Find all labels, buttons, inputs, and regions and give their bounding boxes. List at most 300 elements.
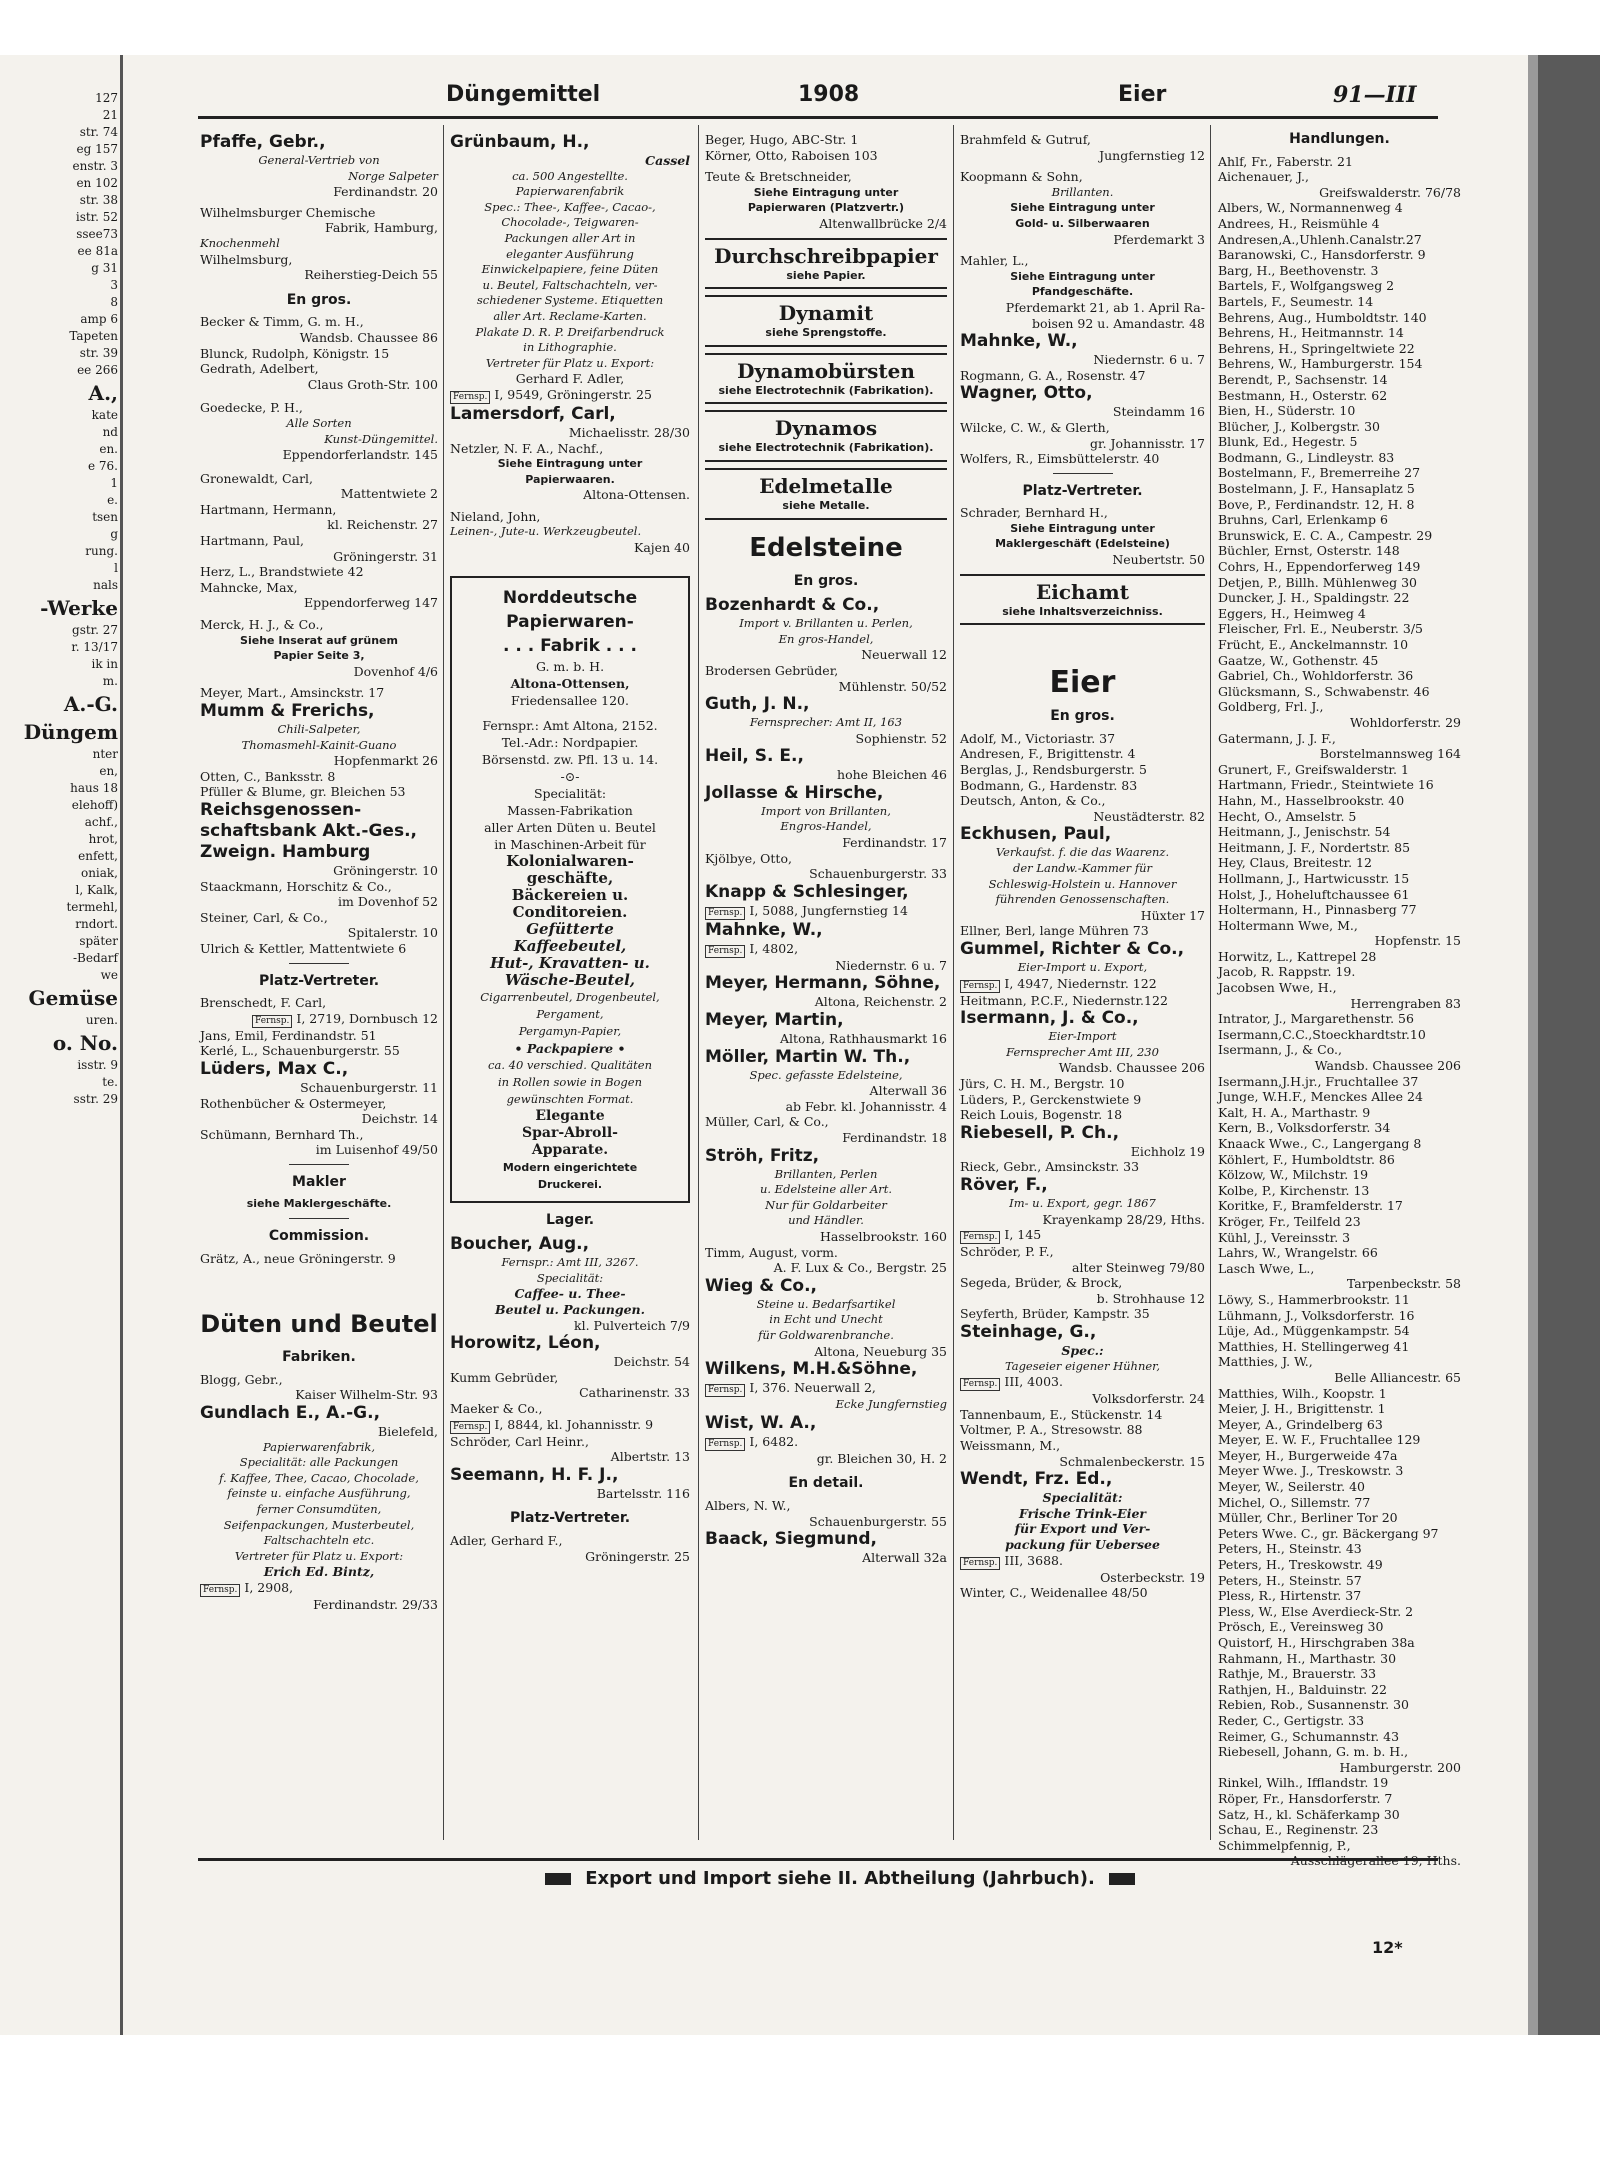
entry-line: General-Vertrieb von (258, 153, 380, 167)
entry-line: boisen 92 u. Amandastr. 48 (1032, 315, 1205, 331)
entry-line: Schauenburgerstr. 33 (809, 866, 947, 882)
entry-line: Specialität: alle Packungen (239, 1455, 399, 1470)
entry-line: En gros-Handel, (778, 631, 874, 646)
fragment-line: enstr. 3 (72, 159, 118, 173)
entry-line: Siehe Inserat auf grünem (240, 633, 398, 647)
column-rule (443, 125, 444, 1840)
entry-line: I, 6482. (749, 1433, 799, 1449)
entry-line: Altona, Rathhausmarkt 16 (780, 1031, 947, 1047)
entry-line: Siehe Eintragung unter (1010, 521, 1155, 535)
ad-line: Bäckereien u. (511, 885, 629, 904)
fragment-line: achf., (84, 815, 118, 829)
dealer-entry: Löwy, S., Hammerbrookstr. 11 (1218, 1291, 1410, 1307)
dealer-entry: Rebien, Rob., Susannenstr. 30 (1218, 1697, 1409, 1713)
entry-line: Fabrik, Hamburg, (325, 220, 438, 236)
section-heading: Makler (292, 1173, 346, 1190)
firm-name: Steinhage, G., (960, 1322, 1097, 1343)
dealer-entry: Isermann,C.C.,Stoeckhardtstr.10 (1218, 1026, 1426, 1042)
dealer-entry: Kühl, J., Vereinsstr. 3 (1218, 1229, 1351, 1245)
fragment-line: nd (102, 425, 118, 439)
entry-line: Engros-Handel, (780, 819, 872, 834)
cross-reference-block (705, 295, 947, 347)
entry-line: Ulrich & Kettler, Mattentwiete 6 (200, 940, 407, 956)
entry-line: Gedrath, Adelbert, (200, 361, 319, 377)
fragment-line: 1 (110, 476, 118, 490)
header-right-title: Eier (1118, 82, 1167, 107)
dealer-entry: Jacobsen Wwe, H., (1218, 980, 1337, 996)
entry-line: Staackmann, Horschitz & Co., (200, 878, 392, 894)
entry-line: Beutel u. Packungen. (495, 1302, 645, 1318)
dealer-list (1218, 154, 1461, 1869)
dealer-entry: Bien, H., Süderstr. 10 (1218, 403, 1356, 419)
dealer-entry: Cohrs, H., Eppendorferweg 149 (1218, 559, 1421, 575)
dealer-entry: Knaack Wwe., C., Langergang 8 (1218, 1136, 1422, 1151)
entry-line: Packungen aller Art in (504, 230, 636, 245)
section-heading: Handlungen. (1289, 131, 1390, 147)
dealer-entry: Belle Alliancestr. 65 (1334, 1369, 1461, 1385)
entry-line: Niedernstr. 6 u. 7 (835, 957, 947, 973)
entry-line: Brillanten. (1051, 184, 1114, 199)
dealer-entry: Meyer, H., Burgerweide 47a (1218, 1447, 1398, 1463)
dealer-entry: Quistorf, H., Hirschgraben 38a (1218, 1635, 1415, 1650)
entry-line: Wilhelmsburg, (200, 251, 293, 267)
entry-line: Wilcke, C. W., & Glerth, (960, 419, 1110, 435)
fragment-line: m. (102, 674, 118, 688)
entry-line: Rieck, Gebr., Amsinckstr. 33 (960, 1159, 1140, 1175)
firm-name: Mahnke, W., (960, 331, 1078, 352)
entry-line: Otten, C., Banksstr. 8 (200, 768, 336, 784)
fragment-line: ee 266 (77, 363, 118, 377)
dealer-entry: Andresen,A.,Uhlenh.Canalstr.27 (1218, 231, 1422, 247)
dealer-entry: Hecht, O., Amselstr. 5 (1218, 808, 1357, 824)
entry-line: Nur für Goldarbeiter (765, 1197, 887, 1212)
fragment-line: nals (93, 578, 118, 592)
entry-line: Knochenmehl (200, 235, 280, 250)
dealer-entry: Andrees, H., Reismühle 4 (1218, 215, 1380, 231)
entry-line: Adolf, M., Victoriastr. 37 (960, 730, 1116, 746)
fragment-line: Gemüse (28, 986, 118, 1010)
firm-name: Röver, F., (960, 1174, 1048, 1195)
signature-number: 12* (1372, 1938, 1403, 1957)
entry-line: Papierwaaren. (525, 472, 615, 486)
header-left-title: Düngemittel (446, 82, 601, 107)
see-reference: siehe Electrotechnik (Fabrikation). (718, 441, 934, 455)
fragment-line: rndort. (75, 917, 118, 931)
entry-line: Schmalenbeckerstr. 15 (1059, 1453, 1205, 1469)
cross-reference-block (960, 574, 1205, 626)
entry-line: III, 3688. (1004, 1552, 1063, 1568)
entry-line: Brenschedt, F. Carl, (200, 995, 327, 1011)
entry-line: Timm, August, vorm. (705, 1244, 838, 1260)
firm-name: Seemann, H. F. J., (450, 1464, 619, 1485)
directory-entry (200, 132, 438, 200)
telephone-mark: Fernsp. (705, 945, 745, 958)
ad-line: ca. 40 verschied. Qualitäten (488, 1057, 652, 1072)
fragment-line: r. 13/17 (71, 640, 118, 654)
firm-name: Gundlach E., A.-G., (200, 1403, 381, 1424)
ad-line: Norddeutsche (502, 587, 638, 608)
entry-line: Kajen 40 (634, 540, 690, 556)
dealer-entry: Kalt, H. A., Marthastr. 9 (1218, 1104, 1371, 1120)
dealer-entry: Lahrs, W., Wrangelstr. 66 (1218, 1245, 1378, 1261)
entry-line: der Landw.-Kammer für (1013, 861, 1152, 875)
fragment-line: te. (102, 1075, 118, 1089)
fragment-line: kate (91, 408, 118, 422)
entry-line: Hartmann, Hermann, (200, 501, 337, 517)
dealer-entry: Bostelmann, J. F., Hansaplatz 5 (1218, 481, 1415, 497)
entry-line: Kunst-Düngemittel. (324, 431, 438, 446)
dealer-entry: Baranowski, C., Hansdorferstr. 9 (1218, 247, 1426, 263)
entry-line: Müller, Carl, & Co., (705, 1114, 829, 1130)
entry-line: Reiherstieg-Deich 55 (304, 267, 438, 283)
ad-line: . . . Fabrik . . . (502, 635, 638, 656)
entry-line: Hasselbrookstr. 160 (819, 1228, 947, 1244)
entry-line: ab Febr. kl. Johannisstr. 4 (785, 1098, 947, 1114)
ad-line: Pergamyn-Papier, (518, 1023, 622, 1038)
firm-name: Baack, Siegmund, (705, 1529, 877, 1550)
entry-line: Kjölbye, Otto, (705, 850, 792, 866)
entry-line: im Luisenhof 49/50 (315, 1142, 438, 1158)
column-5 (1218, 131, 1461, 1869)
dealer-entry: Gabriel, Ch., Wohldorferstr. 36 (1218, 668, 1414, 684)
dealer-entry: Meier, J. H., Brigittenstr. 1 (1218, 1401, 1386, 1417)
entry-line: alter Steinweg 79/80 (1072, 1259, 1205, 1275)
entry-line: Neustädterstr. 82 (1093, 808, 1205, 824)
telephone-mark: Fernsp. (705, 1384, 745, 1397)
dealer-entry: Tarpenbeckstr. 58 (1346, 1276, 1461, 1292)
entry-line: Ferdinandstr. 20 (333, 184, 438, 200)
ad-line: Wäsche-Beutel, (504, 970, 636, 989)
fragment-line: eg 157 (76, 142, 118, 156)
category-heading: Durchschreibpapier (714, 243, 938, 268)
section-heading: Fabriken. (282, 1349, 356, 1366)
fragment-line: nter (92, 747, 118, 761)
entry-line: Gröningerstr. 10 (333, 862, 438, 878)
entry-line: Meyer, Mart., Amsinckstr. 17 (200, 685, 385, 701)
dealer-entry: Goldberg, Frl. J., (1218, 699, 1324, 715)
ad-line: aller Arten Düten u. Beutel (484, 819, 656, 835)
entry-line: gr. Johannisstr. 17 (1090, 435, 1205, 451)
firm-name: Wist, W. A., (705, 1412, 817, 1433)
entry-line: Norge Salpeter (348, 168, 438, 183)
entry-line: gr. Bleichen 30, H. 2 (816, 1450, 947, 1466)
advertisement-box (450, 576, 690, 1203)
firm-name: Horowitz, Léon, (450, 1333, 601, 1354)
fragment-line: 8 (110, 295, 118, 309)
entry-line: I, 8844, kl. Johannisstr. 9 (494, 1416, 654, 1432)
entry-line: Gronewaldt, Carl, (200, 470, 314, 486)
entry-line: Brillanten, Perlen (774, 1166, 878, 1181)
entry-line: Herz, L., Brandstwiete 42 (200, 564, 364, 580)
firm-name: Grünbaum, H., (450, 132, 590, 152)
footer-rule (198, 1858, 1438, 1861)
ad-line: Massen-Fabrikation (507, 802, 633, 818)
fragment-line: rung. (85, 544, 118, 558)
fragment-line: tsen (92, 510, 118, 524)
dealer-entry: Behrens, H., Heitmannstr. 14 (1218, 325, 1404, 341)
entry-line: Becker & Timm, G. m. H., (200, 314, 364, 330)
entry-line: Hartmann, Paul, (200, 533, 305, 549)
entry-line: I, 4947, Niedernstr. 122 (1004, 975, 1157, 991)
entry-line: Schauenburgerstr. 55 (809, 1513, 947, 1529)
entry-line: Bielefeld, (378, 1424, 438, 1440)
entry-line: Lüders, P., Gerckenstwiete 9 (960, 1091, 1142, 1107)
cross-reference-block (705, 410, 947, 462)
entry-line: Papierwarenfabrik, (262, 1439, 376, 1454)
dealer-entry: Bartels, F., Wolfgangsweg 2 (1218, 278, 1395, 294)
dealer-entry: Behrens, H., Springeltwiete 22 (1218, 340, 1415, 356)
entry-line: Alle Sorten (286, 415, 352, 430)
entry-line: Sophienstr. 52 (855, 730, 947, 746)
dealer-entry: Heitmann, J., Jenischstr. 54 (1218, 824, 1391, 840)
entry-line: im Dovenhof 52 (338, 894, 438, 910)
fragment-line: ssee73 (76, 227, 118, 241)
dealer-entry: Bruhns, Carl, Erlenkamp 6 (1218, 512, 1388, 528)
firm-name: Möller, Martin W. Th., (705, 1046, 911, 1067)
divider (289, 1164, 349, 1165)
entry-line: Jungfernstieg 12 (1099, 147, 1205, 163)
entry-line: Specialität: (536, 1270, 604, 1285)
background-shadow (1538, 55, 1600, 2035)
entry-line: Schrader, Bernhard H., (960, 505, 1108, 521)
dealer-entry: Behrens, Aug., Humboldtstr. 140 (1218, 309, 1427, 325)
entry-line: Steine u. Bedarfsartikel (756, 1296, 896, 1311)
entry-line: Osterbeckstr. 19 (1100, 1569, 1205, 1585)
firm-name: Ströh, Fritz, (705, 1145, 820, 1166)
entry-line: Caffee- u. Thee- (514, 1286, 626, 1302)
dealer-entry: Grunert, F., Greifswalderstr. 1 (1218, 761, 1409, 777)
ad-line: Friedensallee 120. (511, 692, 629, 708)
entry-line: u. Beutel, Faltschachteln, ver- (482, 277, 658, 292)
entry-line: Pferdemarkt 3 (1113, 231, 1205, 247)
dealer-entry: Koritke, F., Bramfelderstr. 17 (1218, 1198, 1403, 1214)
fragment-line: isstr. 9 (77, 1058, 118, 1072)
dealer-entry: Schimmelpfennig, P., (1218, 1837, 1351, 1853)
entry-line: Koopmann & Sohn, (960, 169, 1083, 185)
entry-line: Eppendorferweg 147 (303, 595, 438, 611)
dealer-entry: Barg, H., Beethovenstr. 3 (1218, 262, 1379, 278)
section-heading: Lager. (545, 1211, 595, 1228)
dealer-entry: Hollmann, J., Hartwicusstr. 15 (1218, 870, 1410, 886)
entry-line: I, 4802, (749, 940, 799, 956)
dealer-entry: Bestmann, H., Osterstr. 62 (1218, 387, 1388, 403)
entry-line: Plakate D. R. P. Dreifarbendruck (475, 324, 665, 339)
entry-line: A. F. Lux & Co., Bergstr. 25 (773, 1260, 947, 1276)
fragment-line: en 102 (76, 176, 118, 190)
page-header (198, 78, 1438, 119)
cross-reference-block (705, 238, 947, 290)
entry-line: Brahmfeld & Gutruf, (960, 132, 1091, 147)
entry-line: hohe Bleichen 46 (837, 767, 947, 783)
fragment-line: g (110, 527, 118, 541)
fragment-line: str. 38 (79, 193, 118, 207)
dealer-entry: Eggers, H., Heimweg 4 (1218, 605, 1366, 621)
dealer-entry: Kölzow, W., Milchstr. 19 (1218, 1167, 1369, 1183)
dealer-entry: Reimer, G., Schumannstr. 43 (1218, 1728, 1400, 1744)
directory-entry (200, 205, 438, 283)
entry-line: Gröningerstr. 31 (333, 548, 438, 564)
section-heading: Platz-Vertreter. (509, 1510, 631, 1527)
dealer-entry: Berendt, P., Sachsenstr. 14 (1218, 371, 1388, 387)
entry-line: Blogg, Gebr., (200, 1371, 283, 1387)
column-1 (200, 132, 438, 1832)
dealer-entry: Peters, H., Steinstr. 43 (1218, 1541, 1362, 1557)
fragment-line: en, (99, 764, 118, 778)
entry-line: I, 5088, Jungfernstieg 14 (749, 902, 908, 918)
entry-line: Gold- u. Silberwaaren (1015, 216, 1150, 230)
dealer-entry: Albers, W., Normannenweg 4 (1218, 200, 1403, 216)
entry-line: Spec.: Thee-, Kaffee-, Cacao-, (484, 199, 656, 214)
entry-line: Spec.: (1061, 1343, 1104, 1359)
dealer-entry: Riebesell, Johann, G. m. b. H., (1218, 1744, 1409, 1760)
header-year: 1908 (798, 82, 860, 107)
entry-line: Teute & Bretschneider, (705, 169, 852, 185)
entry-line: Albertstr. 13 (610, 1449, 690, 1465)
entry-line: I, 145 (1004, 1227, 1042, 1243)
ad-line: gewünschten Format. (506, 1091, 634, 1106)
ad-line: Specialität: (533, 785, 607, 801)
entry-line: Einwickelpapiere, feine Düten (481, 262, 659, 277)
fragment-line: -Werke (40, 596, 118, 620)
dealer-entry: Hartmann, Friedr., Steintwiete 16 (1218, 777, 1434, 793)
section-heading: Commission. (268, 1228, 370, 1245)
gutter-fold (120, 55, 123, 2035)
footer-note (490, 1868, 1190, 1889)
fragment-line: elehoff) (71, 798, 118, 812)
ad-line: Fernspr.: Amt Altona, 2152. (482, 717, 658, 733)
entry-line: Rothenbücher & Ostermeyer, (200, 1095, 387, 1111)
entry-line: Mahncke, Max, (200, 579, 298, 595)
entry-line: Berglas, J., Rendsburgerstr. 5 (960, 762, 1147, 778)
dealer-entry: Fleischer, Frl. E., Neuberstr. 3/5 (1218, 621, 1423, 637)
dealer-entry: Herrengraben 83 (1350, 995, 1461, 1011)
entry-line: u. Edelsteine aller Art. (759, 1182, 893, 1197)
fragment-line: später (79, 934, 118, 948)
fragment-line: l (114, 561, 118, 575)
entry-line: Steindamm 16 (1112, 404, 1205, 420)
entry-line: Weissmann, M., (960, 1438, 1061, 1454)
fragment-line: e. (107, 493, 118, 507)
entry-line: Specialität: (1042, 1490, 1123, 1506)
dealer-entry: Kolbe, P., Kirchenstr. 13 (1218, 1182, 1370, 1198)
dealer-entry: Horwitz, L., Kattrepel 28 (1218, 948, 1377, 964)
entry-line: Catharinenstr. 33 (579, 1385, 690, 1401)
entry-line: Wandsb. Chaussee 86 (299, 329, 438, 345)
fragment-line: enfett, (78, 849, 118, 863)
entry-line: Neuerwall 12 (861, 647, 947, 663)
entry-line: für Goldwarenbranche. (758, 1327, 894, 1342)
entry-line: siehe Maklergeschäfte. (246, 1197, 392, 1211)
section-heading: En gros. (286, 291, 352, 308)
entry-line: Thomasmehl-Kainit-Guano (241, 737, 397, 752)
entry-line: Hopfenmarkt 26 (333, 753, 438, 769)
category-heading: Dynamit (778, 301, 874, 326)
entry-line: Andresen, F., Brigittenstr. 4 (960, 746, 1136, 762)
telephone-mark: Fernsp. (960, 1231, 1000, 1244)
fragment-line: sstr. 29 (73, 1092, 118, 1106)
dealer-entry: Ausschlägerallee 19, Hths. (1290, 1853, 1461, 1869)
dealer-entry: Holtermann Wwe, M., (1218, 917, 1358, 933)
entry-line: Dovenhof 4/6 (353, 663, 438, 679)
entry-line: f. Kaffee, Thee, Cacao, Chocolade, (219, 1470, 419, 1485)
dealer-entry: Wohldorferstr. 29 (1350, 714, 1461, 730)
telephone-mark: Fernsp. (200, 1584, 240, 1597)
entry-line: Altona-Ottensen. (583, 487, 690, 503)
entry-line: Gröningerstr. 25 (585, 1548, 690, 1564)
telephone-mark: Fernsp. (705, 1438, 745, 1451)
entry-line: Papierwaren (Platzvertr.) (747, 201, 905, 215)
column-4 (960, 132, 1205, 1832)
fragment-line: ee 81a (77, 244, 118, 258)
entry-line: Wandsb. Chaussee 206 (1058, 1060, 1205, 1076)
dealer-entry: Jacob, R. Rappstr. 19. (1218, 964, 1356, 980)
dealer-entry: Holst, J., Hoheluftchaussee 61 (1218, 886, 1410, 902)
fragment-line: ik in (91, 657, 118, 671)
entry-line: Kaiser Wilhelm-Str. 93 (295, 1387, 438, 1403)
entry-line: und Händler. (788, 1213, 864, 1228)
dealer-entry: Peters, H., Treskowstr. 49 (1218, 1557, 1383, 1573)
ad-line: Pergament, (536, 1006, 604, 1021)
entry-line: Siehe Eintragung unter (1010, 269, 1155, 283)
category-heading: Eier (1049, 665, 1116, 701)
entry-line: Grätz, A., neue Gröningerstr. 9 (200, 1250, 396, 1266)
entry-line: Schröder, P. F., (960, 1244, 1054, 1260)
firm-name: Lüders, Max C., (200, 1058, 349, 1079)
firm-name: Meyer, Martin, (705, 1010, 844, 1031)
dealer-entry: Gatermann, J. J. F., (1218, 730, 1336, 746)
dealer-entry: Pless, W., Else Averdieck-Str. 2 (1218, 1603, 1414, 1619)
entry-line: Seifenpackungen, Musterbeutel, (223, 1517, 415, 1532)
dealer-entry: Duncker, J. H., Spaldingstr. 22 (1218, 590, 1410, 606)
column-3 (705, 132, 947, 1832)
see-reference: siehe Inhaltsverzeichniss. (1002, 604, 1163, 618)
entry-line: Siehe Eintragung unter (497, 457, 643, 471)
entry-line: Körner, Otto, Raboisen 103 (705, 147, 878, 163)
dealer-entry: Hahn, M., Hasselbrookstr. 40 (1218, 792, 1405, 808)
divider (289, 1218, 349, 1219)
entry-line: Schleswig-Holstein u. Hannover (988, 876, 1177, 891)
dealer-entry: Michel, O., Sillemstr. 77 (1218, 1494, 1371, 1510)
dealer-entry: Behrens, W., Hamburgerstr. 154 (1218, 356, 1423, 372)
column-rule (953, 125, 954, 1840)
firm-name: Boucher, Aug., (450, 1234, 590, 1255)
entry-line: Netzler, N. F. A., Nachf., (450, 440, 604, 456)
dealer-entry: Meyer, W., Seilerstr. 40 (1218, 1479, 1366, 1495)
firm-name: Wendt, Frz. Ed., (960, 1469, 1113, 1490)
fragment-line: 3 (110, 278, 118, 292)
ad-ornament: -⊙- (560, 768, 580, 784)
dealer-entry: Bove, P., Ferdinandstr. 12, H. 8 (1218, 496, 1415, 512)
firm-name: Wieg & Co., (705, 1275, 818, 1296)
entry-line: Deichstr. 14 (361, 1111, 438, 1127)
dealer-entry: Meyer Wwe. J., Treskowstr. 3 (1218, 1463, 1404, 1479)
entry-line: eleganter Ausführung (506, 246, 634, 261)
entry-line: Michaelisstr. 28/30 (568, 424, 690, 440)
firm-name: Lamersdorf, Carl, (450, 403, 616, 424)
entry-line: Ferdinandstr. 17 (842, 835, 947, 851)
entry-line: Altona, Reichenstr. 2 (814, 994, 947, 1010)
dealer-entry: Frücht, E., Anckelmannstr. 10 (1218, 637, 1409, 652)
entry-line: Adler, Gerhard F., (450, 1532, 563, 1548)
dealer-entry: Isermann,J.H.jr., Fruchtallee 37 (1218, 1073, 1419, 1089)
entry-line: Beger, Hugo, ABC-Str. 1 (705, 132, 859, 147)
firm-name: Mahnke, W., (705, 919, 823, 940)
ad-line: Druckerei. (537, 1177, 603, 1191)
dealer-entry: Schau, E., Reginenstr. 23 (1218, 1822, 1379, 1838)
entry-line: Papier Seite 3, (273, 649, 365, 663)
dealer-entry: Rinkel, Wilh., Ifflandstr. 19 (1218, 1775, 1389, 1791)
cross-reference-block (705, 468, 947, 520)
